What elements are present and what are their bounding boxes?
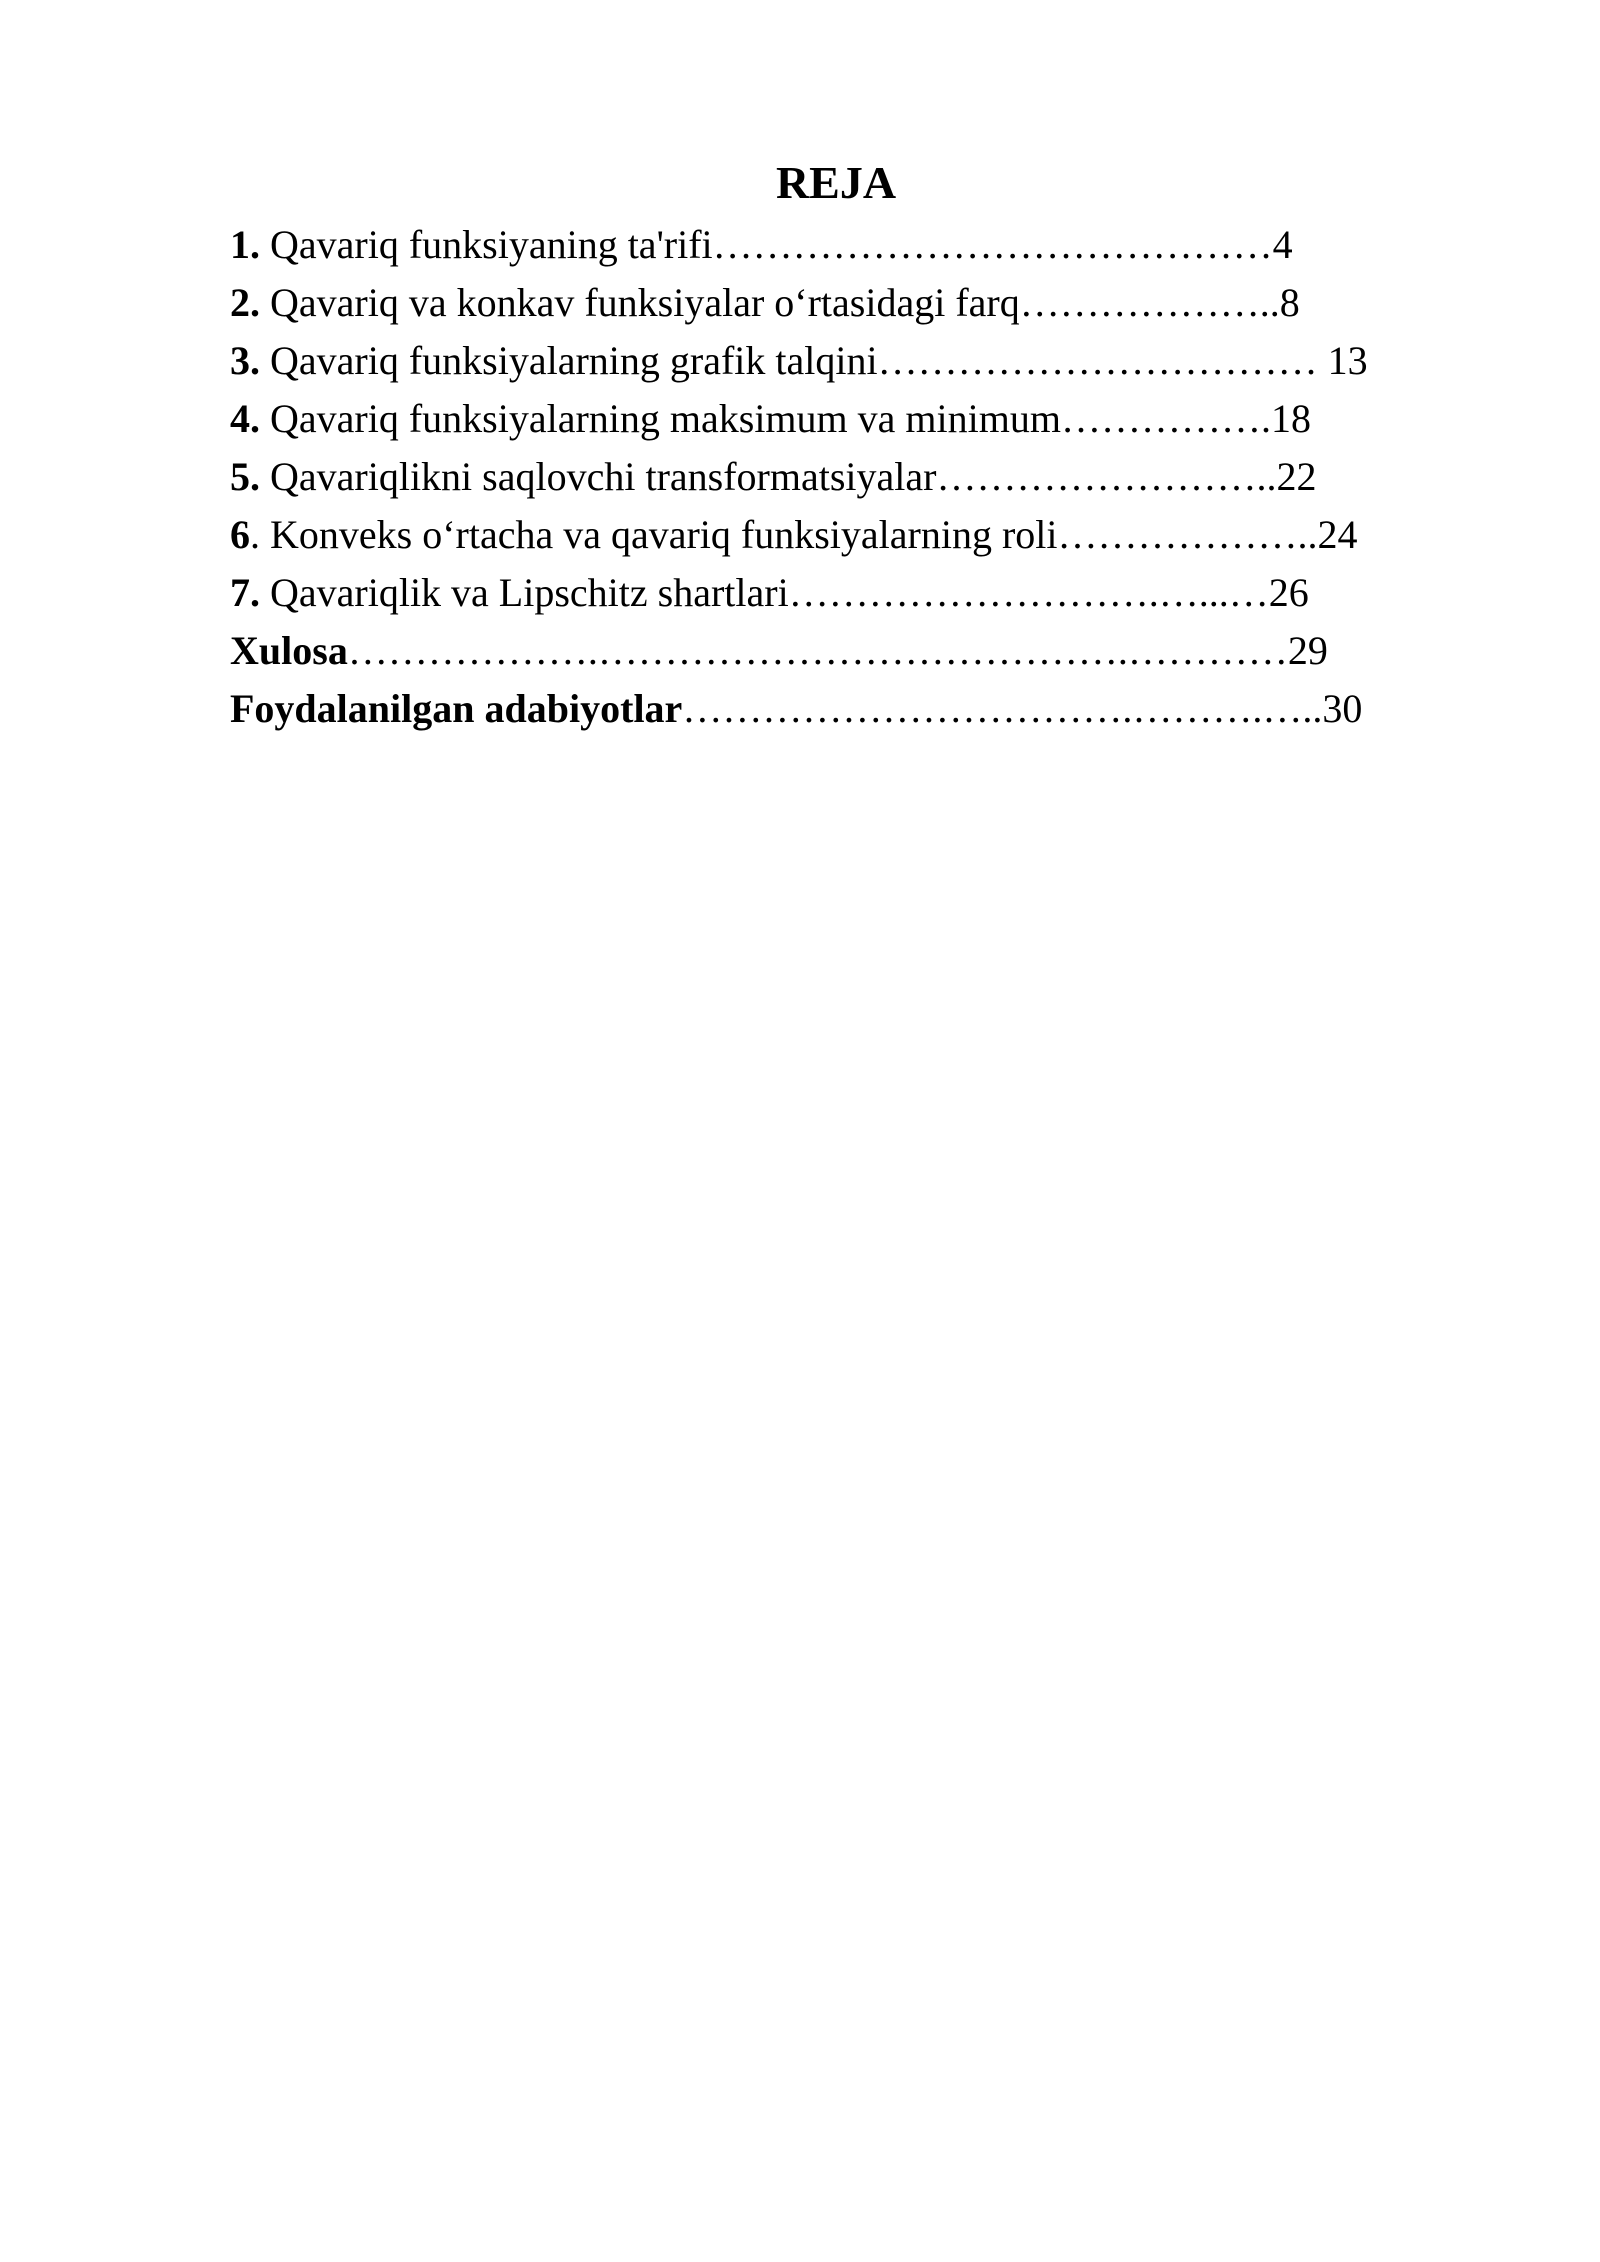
entry-label: Foydalanilgan adabiyotlar — [230, 686, 683, 731]
toc-entry-1 — [230, 216, 1442, 274]
entry-text: Qavariq funksiyalarning grafik talqini…………………………… 13 — [260, 338, 1368, 383]
entry-text: Qavariq va konkav funksiyalar o‘rtasidagi farq………………..8 — [260, 280, 1300, 325]
entry-text: …………………………….……….…..30 — [682, 686, 1363, 731]
entry-number: 2. — [230, 280, 260, 325]
toc-entry-conclusion — [230, 622, 1442, 680]
entry-number: 1. — [230, 222, 260, 267]
entry-text: Qavariqlikni saqlovchi transformatsiyalar……………………..22 — [260, 454, 1317, 499]
entry-number: 4. — [230, 396, 260, 441]
toc-entry-2 — [230, 274, 1442, 332]
entry-text: Qavariq funksiyalarning maksimum va minimum…………….18 — [260, 396, 1311, 441]
toc-entry-7 — [230, 564, 1442, 622]
entry-number: 3. — [230, 338, 260, 383]
entry-text: ……………….………………………………….…………29 — [347, 628, 1328, 673]
entry-number: 7. — [230, 570, 260, 615]
table-of-contents — [230, 150, 1442, 738]
toc-entry-5 — [230, 448, 1442, 506]
entry-number: 5. — [230, 454, 260, 499]
toc-entry-6 — [230, 506, 1442, 564]
toc-entry-references — [230, 680, 1442, 738]
toc-entry-3 — [230, 332, 1442, 390]
entry-text: . Konveks o‘rtacha va qavariq funksiyalarning roli………………..24 — [250, 512, 1358, 557]
toc-entry-4 — [230, 390, 1442, 448]
entry-number: 6 — [230, 512, 250, 557]
entry-text: Qavariq funksiyaning ta'rifi……………………………………4 — [260, 222, 1293, 267]
page-title: REJA — [775, 157, 897, 208]
entry-label: Xulosa — [230, 628, 348, 673]
entry-text: Qavariqlik va Lipschitz shartlari……………………….…...…26 — [260, 570, 1309, 615]
